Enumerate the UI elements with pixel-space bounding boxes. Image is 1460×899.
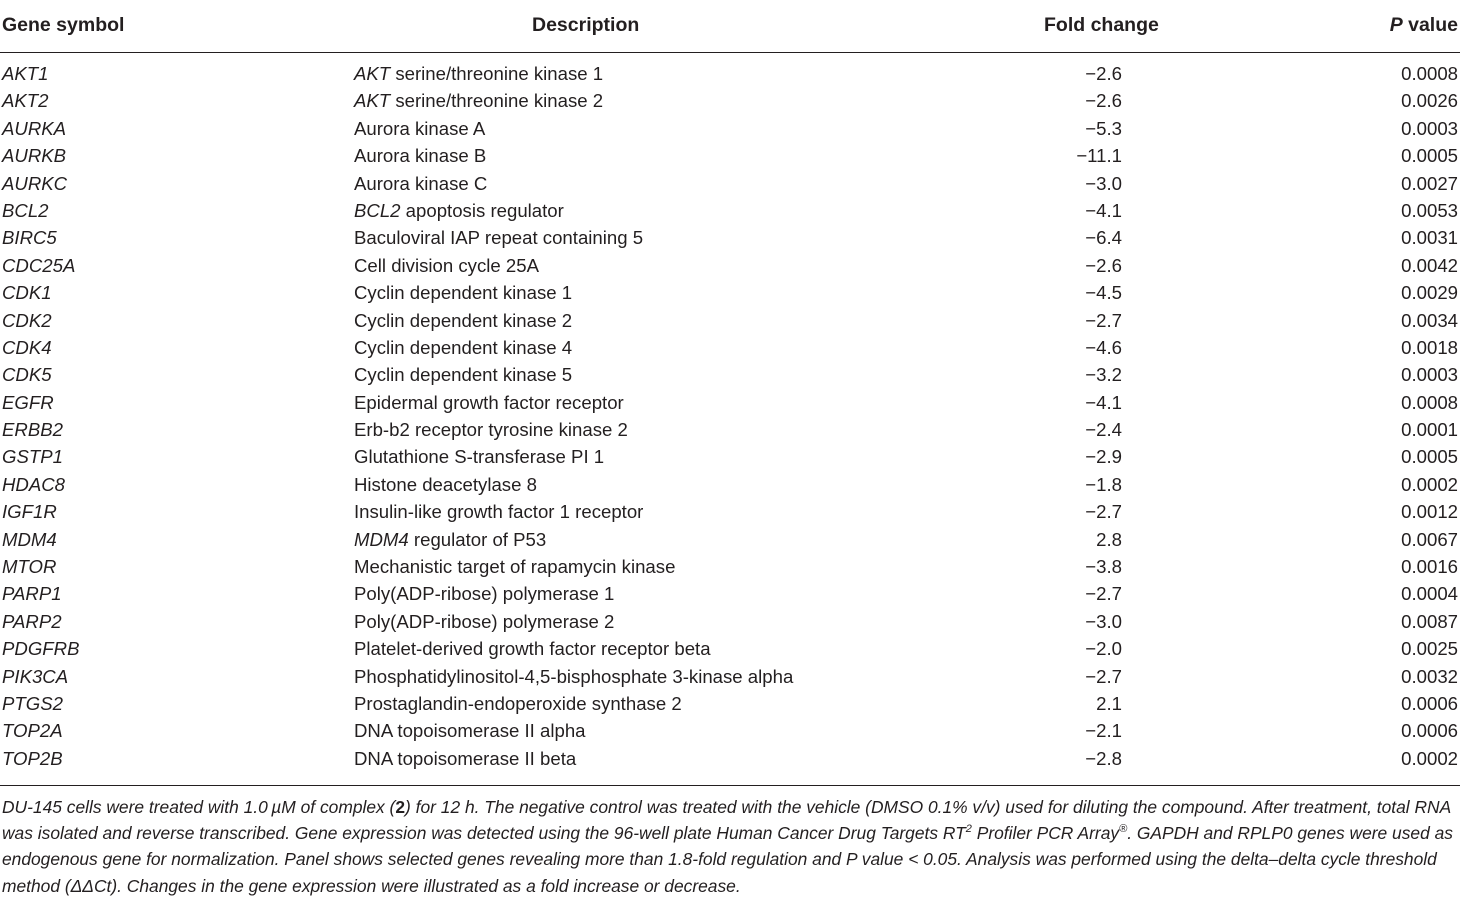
cell-gene-symbol: AURKB: [2, 145, 67, 167]
cell-description: [354, 446, 604, 468]
cell-description-text: DNA topoisomerase II alpha: [354, 720, 586, 742]
cell-description-text: Phosphatidylinositol-4,5-bisphosphate 3-kinase alpha: [354, 665, 794, 687]
cell-description-text: Cyclin dependent kinase 5: [354, 364, 573, 386]
cell-gene-symbol: CDK5: [2, 364, 52, 386]
table-bottom-rule: [0, 785, 1460, 786]
cell-fold-change: −2.9: [1085, 446, 1122, 468]
table-row: [0, 665, 1460, 692]
cell-description-text: Glutathione S-transferase PI 1: [354, 446, 605, 468]
cell-fold-change: −2.7: [1085, 309, 1122, 331]
cell-gene-symbol: TOP2B: [2, 747, 63, 769]
cell-description: [354, 282, 572, 304]
cell-fold-change: −6.4: [1085, 227, 1122, 249]
footnote-text-4: . GAPDH and RPLP0 genes were used as endogenous gene for normalization. Panel shows selected genes revealing more than 1.8-fold regulation and P value < 0.05. Analysis was performed using the delta–delta cycle threshold method (ΔΔCt). Changes in the gene expression were illustrated as a fold increase or decrease.: [2, 823, 1453, 896]
cell-p-value: 0.0018: [1401, 336, 1458, 358]
table-row: [0, 719, 1460, 746]
footnote-text-3: Profiler PCR Array: [971, 823, 1120, 844]
cell-fold-change: −2.4: [1085, 419, 1122, 441]
table-row: [0, 62, 1460, 89]
cell-p-value: 0.0003: [1401, 117, 1458, 139]
cell-description: [354, 501, 643, 523]
cell-fold-change: −5.3: [1085, 117, 1122, 139]
cell-description: [354, 392, 624, 414]
header-p-rest: value: [1402, 14, 1458, 36]
cell-gene-symbol: BIRC5: [2, 227, 57, 249]
table-row: [0, 172, 1460, 199]
cell-gene-symbol: PIK3CA: [2, 665, 69, 687]
header-gene-symbol: Gene symbol: [2, 14, 125, 36]
table-row: [0, 610, 1460, 637]
table-row: [0, 309, 1460, 336]
table-row: [0, 555, 1460, 582]
footnote-registered-mark: ®: [1119, 823, 1128, 836]
cell-gene-symbol: MDM4: [2, 528, 57, 550]
cell-description-text: Aurora kinase A: [354, 117, 486, 139]
cell-fold-change: 2.8: [1096, 528, 1122, 550]
cell-p-value: 0.0067: [1401, 528, 1458, 550]
cell-description-text: Aurora kinase C: [354, 172, 488, 194]
cell-fold-change: −2.6: [1085, 254, 1122, 276]
cell-p-value: 0.0004: [1401, 583, 1458, 605]
footnote-text-2: ) for 12 h. The negative control was treated with the vehicle (DMSO 0.1% v/v) used for diluting the compound. After treatment, total RNA was isolated and reverse transcribed. Gene expression was detected using the 96-well plate Human Cancer Drug Targets RT: [2, 797, 1451, 844]
cell-p-value: 0.0027: [1401, 172, 1458, 194]
cell-fold-change: −4.5: [1085, 282, 1122, 304]
cell-description-text: serine/threonine kinase 2: [390, 90, 604, 112]
footnote-compound-number: 2: [395, 797, 406, 817]
table-row: [0, 336, 1460, 363]
cell-p-value: 0.0016: [1401, 556, 1458, 578]
cell-description: [354, 611, 614, 633]
cell-description: [354, 583, 614, 605]
cell-gene-symbol: AURKA: [2, 117, 67, 139]
table-row: [0, 445, 1460, 472]
cell-gene-symbol: PDGFRB: [2, 638, 80, 660]
cell-fold-change: −2.6: [1085, 90, 1122, 112]
cell-description-text: regulator of P53: [408, 528, 547, 550]
cell-description-text: Epidermal growth factor receptor: [354, 391, 624, 413]
cell-gene-symbol: BCL2: [2, 199, 49, 221]
cell-p-value: 0.0053: [1401, 199, 1458, 221]
cell-p-value: 0.0002: [1401, 473, 1458, 495]
cell-fold-change: −4.1: [1085, 199, 1122, 221]
table-body: [0, 62, 1460, 774]
cell-description-text: Histone deacetylase 8: [354, 473, 537, 495]
cell-description-italic-gene: AKT: [354, 90, 391, 112]
cell-description-text: Aurora kinase B: [354, 145, 487, 167]
table-row: [0, 254, 1460, 281]
cell-p-value: 0.0012: [1401, 501, 1458, 523]
table-row: [0, 281, 1460, 308]
cell-fold-change: −2.7: [1085, 665, 1122, 687]
cell-p-value: 0.0008: [1401, 391, 1458, 413]
cell-p-value: 0.0001: [1401, 419, 1458, 441]
cell-description-text: Cyclin dependent kinase 4: [354, 336, 573, 358]
cell-description: [354, 200, 564, 222]
cell-p-value: 0.0025: [1401, 638, 1458, 660]
cell-description-text: DNA topoisomerase II beta: [354, 747, 577, 769]
cell-description-text: Cyclin dependent kinase 2: [354, 309, 573, 331]
cell-fold-change: −4.6: [1085, 336, 1122, 358]
cell-description-italic-gene: AKT: [354, 63, 391, 84]
cell-description-text: Cell division cycle 25A: [354, 254, 539, 276]
cell-fold-change: −2.1: [1085, 720, 1122, 742]
cell-fold-change: −3.0: [1085, 172, 1122, 194]
table-row: [0, 117, 1460, 144]
cell-fold-change: −3.8: [1085, 556, 1122, 578]
cell-description-text: Insulin-like growth factor 1 receptor: [354, 501, 644, 523]
cell-p-value: 0.0087: [1401, 610, 1458, 632]
cell-description: [354, 63, 603, 85]
cell-fold-change: −2.7: [1085, 583, 1122, 605]
cell-fold-change: −3.0: [1085, 610, 1122, 632]
cell-description: [354, 419, 628, 441]
cell-fold-change: −2.8: [1085, 747, 1122, 769]
cell-gene-symbol: GSTP1: [2, 446, 63, 468]
cell-description-text: Baculoviral IAP repeat containing 5: [354, 227, 644, 249]
cell-p-value: 0.0029: [1401, 282, 1458, 304]
cell-description: [354, 227, 643, 249]
cell-gene-symbol: CDK4: [2, 336, 52, 358]
cell-description-italic-gene: BCL2: [354, 199, 401, 221]
cell-description-text: Poly(ADP-ribose) polymerase 1: [354, 583, 615, 605]
cell-description-text: serine/threonine kinase 1: [390, 63, 604, 84]
cell-description: [354, 173, 487, 195]
header-p-letter: P: [1389, 14, 1403, 36]
cell-description: [354, 474, 537, 496]
cell-description: [354, 556, 675, 578]
table-row: [0, 637, 1460, 664]
cell-description: [354, 720, 586, 742]
table-row: [0, 500, 1460, 527]
cell-gene-symbol: EGFR: [2, 391, 54, 413]
cell-gene-symbol: AKT1: [2, 63, 49, 84]
cell-description-text: Prostaglandin-endoperoxide synthase 2: [354, 692, 682, 714]
cell-description: [354, 666, 793, 688]
table-row: [0, 747, 1460, 774]
cell-p-value: 0.0006: [1401, 720, 1458, 742]
cell-fold-change: −1.8: [1085, 473, 1122, 495]
cell-description: [354, 255, 539, 277]
table-row: [0, 528, 1460, 555]
cell-fold-change: 2.1: [1096, 692, 1122, 714]
cell-p-value: 0.0005: [1401, 446, 1458, 468]
cell-description-text: apoptosis regulator: [400, 199, 564, 221]
table-row: [0, 144, 1460, 171]
cell-gene-symbol: AKT2: [2, 90, 49, 112]
table-row: [0, 692, 1460, 719]
cell-description-text: Erb-b2 receptor tyrosine kinase 2: [354, 419, 628, 441]
cell-p-value: 0.0006: [1401, 692, 1458, 714]
table-row: [0, 199, 1460, 226]
table-row: [0, 391, 1460, 418]
table-header: [0, 0, 1460, 53]
cell-gene-symbol: PARP2: [2, 610, 62, 632]
cell-description-text: Cyclin dependent kinase 1: [354, 282, 573, 304]
cell-description: [354, 145, 486, 167]
cell-fold-change: −4.1: [1085, 391, 1122, 413]
header-description: Description: [532, 14, 640, 36]
cell-p-value: 0.0002: [1401, 747, 1458, 769]
table-row: [0, 418, 1460, 445]
cell-description: [354, 529, 546, 551]
cell-p-value: 0.0008: [1401, 63, 1458, 84]
cell-gene-symbol: HDAC8: [2, 473, 66, 495]
header-fold-change: Fold change: [1044, 14, 1159, 36]
table-row: [0, 226, 1460, 253]
cell-description-italic-gene: MDM4: [354, 528, 409, 550]
cell-p-value: 0.0026: [1401, 90, 1458, 112]
cell-description-text: Platelet-derived growth factor receptor beta: [354, 638, 711, 660]
cell-fold-change: −11.1: [1076, 145, 1122, 167]
cell-description: [354, 310, 572, 332]
cell-p-value: 0.0032: [1401, 665, 1458, 687]
table-row: [0, 582, 1460, 609]
table-row: [0, 363, 1460, 390]
table-row: [0, 473, 1460, 500]
cell-gene-symbol: CDK1: [2, 282, 52, 304]
cell-fold-change: −3.2: [1085, 364, 1122, 386]
cell-p-value: 0.0034: [1401, 309, 1458, 331]
table-footnote: [2, 794, 1458, 899]
cell-fold-change: −2.7: [1085, 501, 1122, 523]
cell-description: [354, 90, 603, 112]
cell-p-value: 0.0005: [1401, 145, 1458, 167]
cell-p-value: 0.0003: [1401, 364, 1458, 386]
table-row: [0, 89, 1460, 116]
cell-description: [354, 748, 576, 770]
cell-gene-symbol: ERBB2: [2, 419, 63, 441]
cell-gene-symbol: CDK2: [2, 309, 52, 331]
cell-gene-symbol: AURKC: [2, 172, 68, 194]
cell-fold-change: −2.0: [1085, 638, 1122, 660]
cell-gene-symbol: PARP1: [2, 583, 62, 605]
footnote-text-1: DU-145 cells were treated with 1.0 µM of complex (: [2, 797, 396, 817]
cell-p-value: 0.0042: [1401, 254, 1458, 276]
cell-fold-change: −2.6: [1085, 63, 1122, 84]
footnote-superscript-2: 2: [965, 823, 972, 836]
cell-description: [354, 638, 711, 660]
cell-gene-symbol: TOP2A: [2, 720, 63, 742]
cell-gene-symbol: CDC25A: [2, 254, 76, 276]
cell-description-text: Mechanistic target of rapamycin kinase: [354, 556, 676, 578]
header-p-value: [1390, 14, 1458, 37]
cell-gene-symbol: IGF1R: [2, 501, 57, 523]
cell-description: [354, 364, 572, 386]
cell-description: [354, 337, 572, 359]
cell-description: [354, 693, 682, 715]
cell-description-text: Poly(ADP-ribose) polymerase 2: [354, 610, 615, 632]
cell-gene-symbol: MTOR: [2, 556, 57, 578]
cell-description: [354, 118, 485, 140]
cell-p-value: 0.0031: [1401, 227, 1458, 249]
cell-gene-symbol: PTGS2: [2, 692, 63, 714]
